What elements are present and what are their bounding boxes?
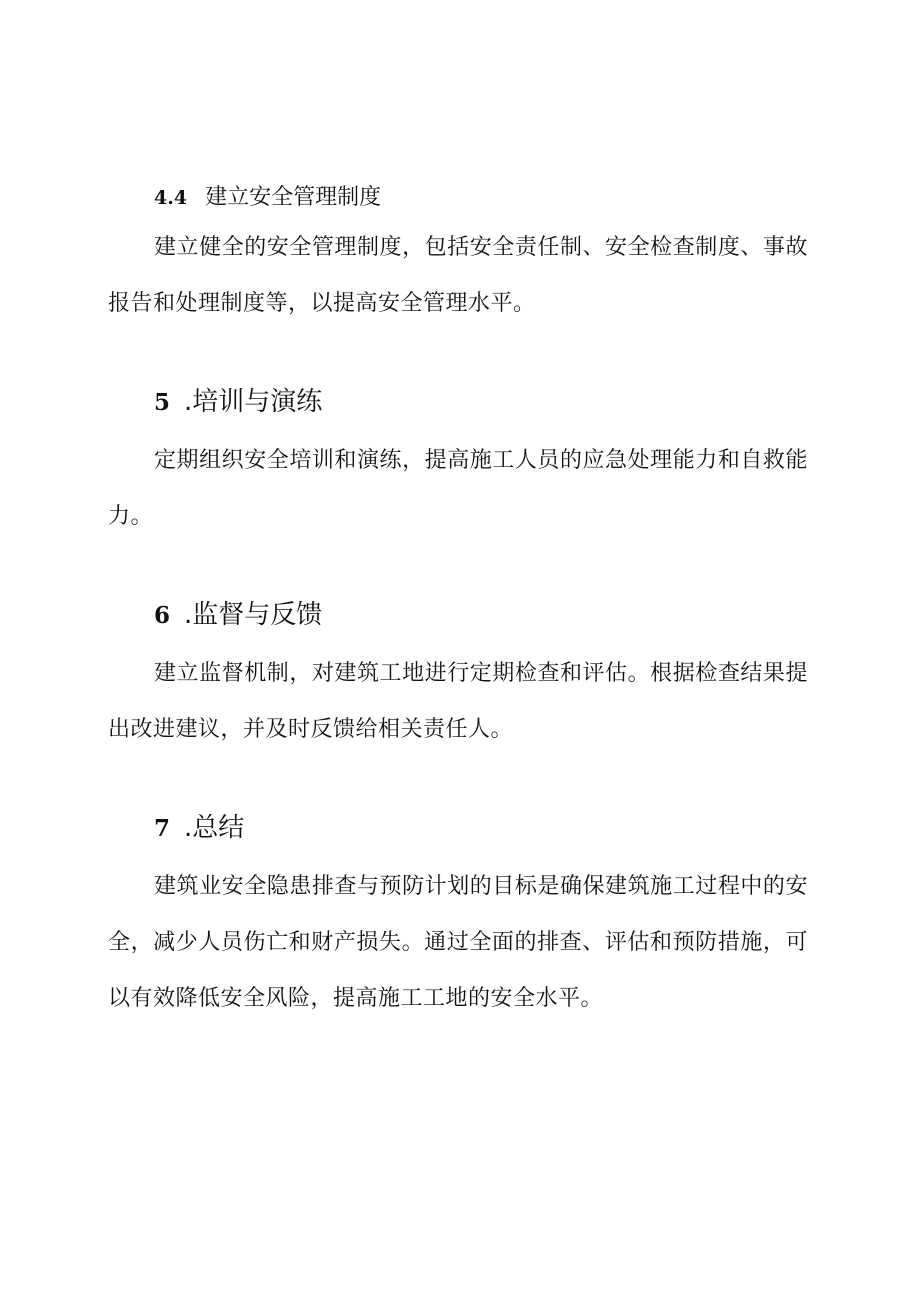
section-number: 5 bbox=[154, 389, 171, 416]
section-title: .总结 bbox=[184, 813, 245, 843]
section-body-7: 建筑业安全隐患排查与预防计划的目标是确保建筑施工过程中的安全，减少人员伤亡和财产损失。通过全面的排查、评估和预防措施，可以有效降低安全风险，提高施工工地的安全水平。 bbox=[108, 874, 808, 1011]
section-heading-5 bbox=[108, 382, 808, 423]
section-heading-4-4 bbox=[108, 180, 808, 216]
section-title: 建立安全管理制度 bbox=[205, 185, 382, 210]
section-number: 4.4 bbox=[154, 187, 188, 209]
section-heading-7 bbox=[108, 808, 808, 849]
section-number: 6 bbox=[154, 602, 171, 629]
section-body-5: 定期组织安全培训和演练，提高施工人员的应急处理能力和自救能力。 bbox=[108, 448, 808, 529]
section-title: .培训与演练 bbox=[184, 387, 323, 417]
section-heading-6 bbox=[108, 595, 808, 636]
section-body-6: 建立监督机制，对建筑工地进行定期检查和评估。根据检查结果提出改进建议，并及时反馈给相关责任人。 bbox=[108, 661, 808, 742]
section-number: 7 bbox=[154, 815, 171, 842]
document-content bbox=[108, 180, 808, 1027]
section-title: .监督与反馈 bbox=[184, 600, 323, 630]
section-body-4-4: 建立健全的安全管理制度，包括安全责任制、安全检查制度、事故报告和处理制度等，以提高安全管理水平。 bbox=[108, 235, 808, 316]
